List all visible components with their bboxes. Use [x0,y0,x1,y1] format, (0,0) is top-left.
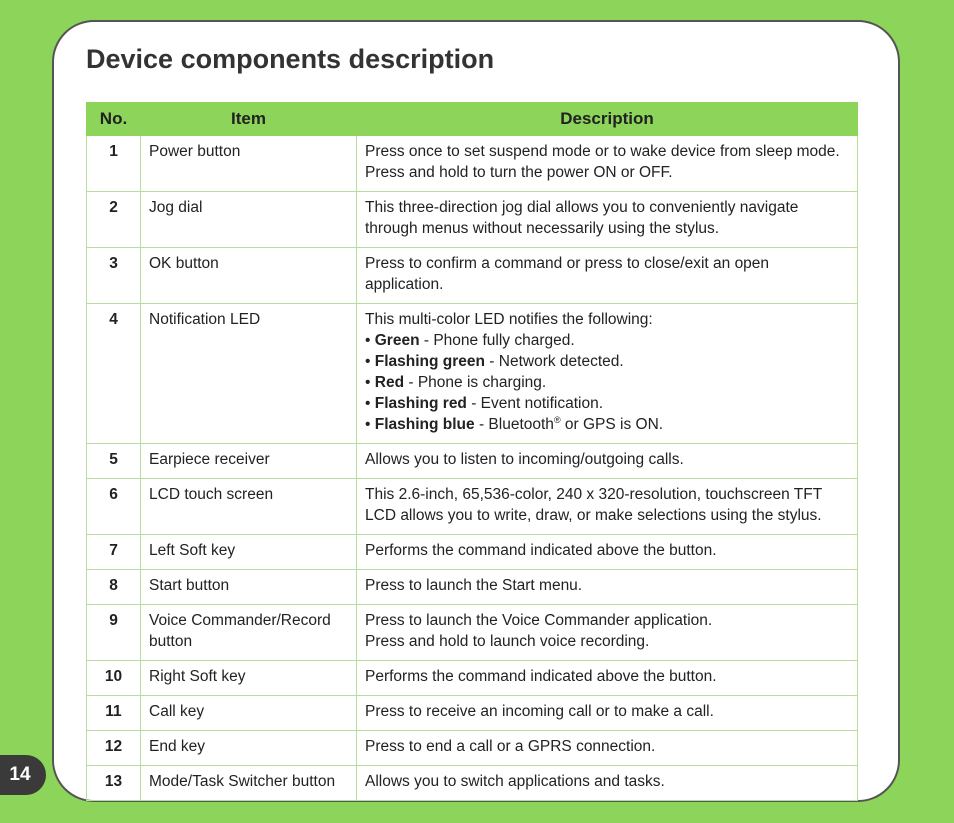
row-item: Mode/Task Switcher button [141,766,357,801]
led-state-meaning: - Phone fully charged. [419,332,575,349]
table-body [87,136,858,801]
row-description [357,192,858,248]
page-number-tab [0,755,46,795]
led-state-meaning: - Network detected. [485,353,624,370]
row-item: Power button [141,136,357,192]
led-state-line [365,330,849,351]
table-row [87,766,858,801]
description-line: Press to receive an incoming call or to make a call. [365,703,714,720]
description-line: This multi-color LED notifies the following: [365,311,653,328]
row-item: Right Soft key [141,661,357,696]
row-description [357,605,858,661]
row-item: Voice Commander/Record button [141,605,357,661]
led-state-meaning: - Bluetooth [474,416,554,433]
row-number: 7 [87,535,141,570]
row-item: Start button [141,570,357,605]
row-item: Call key [141,696,357,731]
row-description [357,731,858,766]
page-number: 14 [9,764,31,785]
components-table [86,102,858,801]
description-line: Performs the command indicated above the button. [365,668,717,685]
bullet: • [365,374,371,391]
description-line: Allows you to listen to incoming/outgoing calls. [365,451,684,468]
description-line: Press and hold to turn the power ON or OFF. [365,164,673,181]
row-item: LCD touch screen [141,479,357,535]
row-number: 1 [87,136,141,192]
row-item: Notification LED [141,304,357,444]
description-line: Press to confirm a command or press to close/exit an open [365,255,770,272]
table-row [87,192,858,248]
row-number: 9 [87,605,141,661]
row-description [357,696,858,731]
bullet: • [365,353,371,370]
table-header-row [87,103,858,136]
led-state-line [365,414,849,435]
row-description [357,479,858,535]
row-description [357,136,858,192]
led-state-meaning: - Event notification. [466,395,604,412]
row-number: 12 [87,731,141,766]
table-row [87,731,858,766]
led-state-name: Flashing green [374,353,485,370]
row-number: 2 [87,192,141,248]
row-item: Earpiece receiver [141,444,357,479]
row-number: 5 [87,444,141,479]
row-number: 4 [87,304,141,444]
row-number: 13 [87,766,141,801]
page-title: Device components description [86,44,495,74]
row-number: 10 [87,661,141,696]
row-item: Jog dial [141,192,357,248]
bullet: • [365,395,371,412]
table-row [87,661,858,696]
row-number: 6 [87,479,141,535]
row-number: 3 [87,248,141,304]
description-line: Performs the command indicated above the button. [365,542,717,559]
led-state-line [365,372,849,393]
description-line: Press to launch the Start menu. [365,577,583,594]
row-number: 11 [87,696,141,731]
table-row [87,570,858,605]
description-line: through menus without necessarily using the stylus. [365,220,720,237]
table-row [87,479,858,535]
column-header-item: Item [141,103,357,136]
bullet: • [365,416,371,433]
row-number: 8 [87,570,141,605]
table-row [87,605,858,661]
description-line: This three-direction jog dial allows you to conveniently navigate [365,199,799,216]
led-state-meaning-tail: or GPS is ON. [560,416,664,433]
column-header-description: Description [357,103,858,136]
description-line: Press to launch the Voice Commander application. [365,612,713,629]
row-description [357,304,858,444]
led-state-name: Green [374,332,420,349]
table-row [87,248,858,304]
led-state-name: Flashing red [374,395,467,412]
row-description [357,766,858,801]
description-line: Press once to set suspend mode or to wake device from sleep mode. [365,143,840,160]
row-item: End key [141,731,357,766]
description-line: Allows you to switch applications and tasks. [365,773,665,790]
row-description [357,535,858,570]
table-row [87,535,858,570]
led-state-line [365,351,849,372]
row-description [357,444,858,479]
description-line: LCD allows you to write, draw, or make selections using the stylus. [365,507,822,524]
row-description [357,248,858,304]
row-item: OK button [141,248,357,304]
table-row [87,136,858,192]
description-line: Press to end a call or a GPRS connection. [365,738,656,755]
bullet: • [365,332,371,349]
description-line: application. [365,276,444,293]
row-item: Left Soft key [141,535,357,570]
led-state-name: Flashing blue [374,416,475,433]
led-state-name: Red [374,374,405,391]
led-state-meaning: - Phone is charging. [404,374,547,391]
table-row [87,444,858,479]
description-line: This 2.6-inch, 65,536-color, 240 x 320-resolution, touchscreen TFT [365,486,823,503]
registered-mark: ® [553,414,561,425]
table-row [87,304,858,444]
table-row [87,696,858,731]
row-description [357,661,858,696]
led-state-line [365,393,849,414]
description-line: Press and hold to launch voice recording. [365,633,650,650]
row-description [357,570,858,605]
column-header-no: No. [87,103,141,136]
